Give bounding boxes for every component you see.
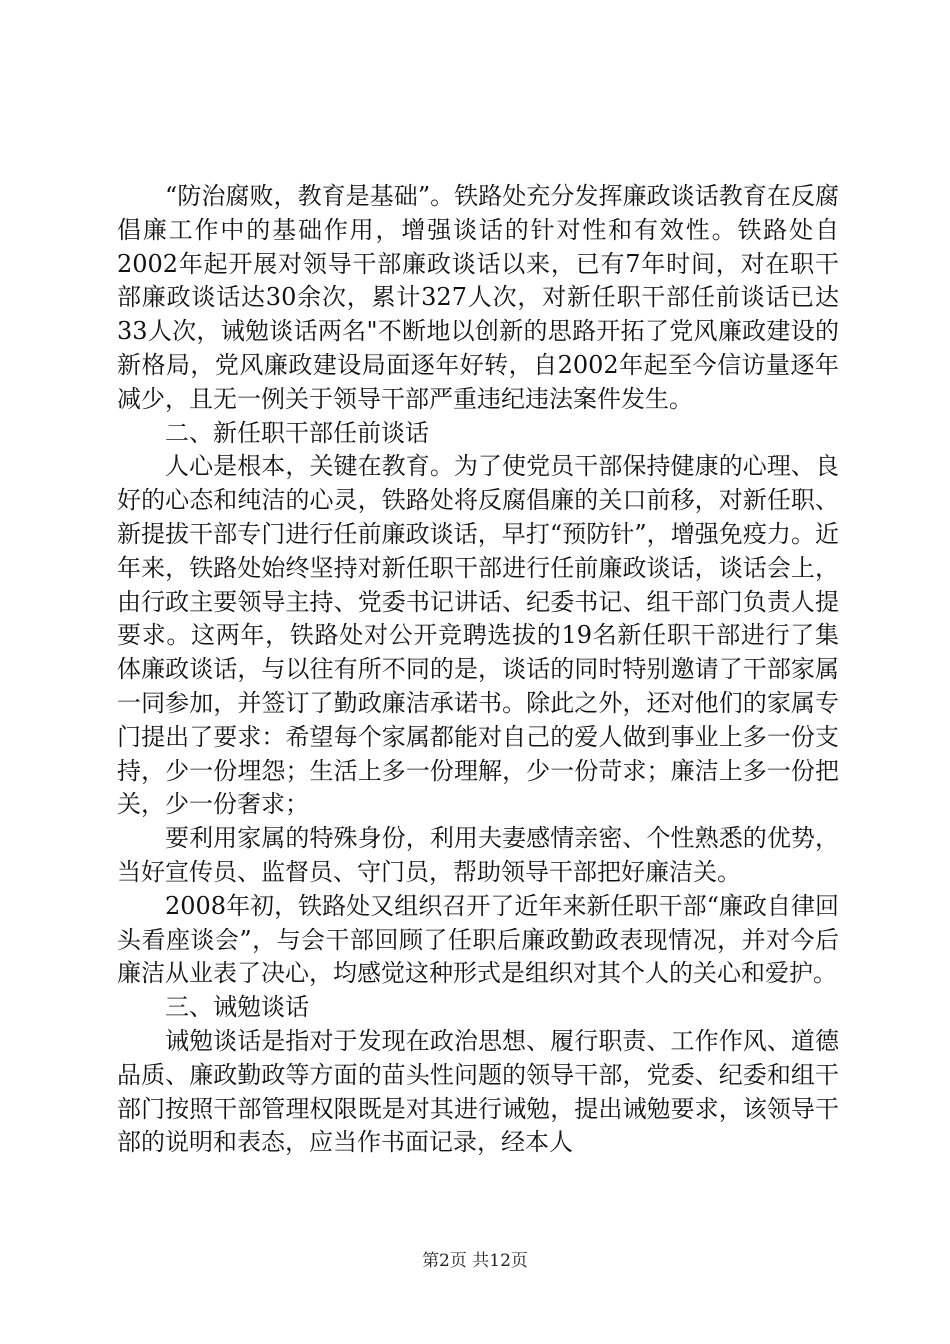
section-heading-2: 二、新任职干部任前谈话 (165, 418, 429, 447)
paragraph-2008: 2008年初，铁路处又组织召开了近年来新任职干部“廉政自律回头看座谈会”，与会干部回顾了任职后廉政勤政表现情况，并对今后廉洁从业表了决心，均感觉这种形式是组织对其个人的关心和爱护。 (117, 891, 839, 988)
paragraph-admonition: 诫勉谈话是指对于发现在政治思想、履行职责、工作作风、道德品质、廉政勤政等方面的苗头性问题的领导干部，党委、纪委和组干部门按照干部管理权限既是对其进行诫勉，提出诫勉要求，该领导干部的说明和表态，应当作书面记录，经本人 (117, 1026, 839, 1157)
section-heading-3: 三、诫勉谈话 (165, 993, 309, 1022)
body-text (117, 180, 839, 1160)
paragraph-pre-appointment: 人心是根本，关键在教育。为了使党员干部保持健康的心理、良好的心态和纯洁的心灵，铁路处将反腐倡廉的关口前移，对新任职、新提拔干部专门进行任前廉政谈话，早打“预防针”，增强免疫力。近年来，铁路处始终坚持对新任职干部进行任前廉政谈话，谈话会上，由行政主要领导主持、党委书记讲话、纪委书记、组干部门负责人提要求。这两年，铁路处对公开竞聘选拔的19名新任职干部进行了集体廉政谈话，与以往有所不同的是，谈话的同时特别邀请了干部家属一同参加，并签订了勤政廉洁承诺书。除此之外，还对他们的家属专门提出了要求：希望每个家属都能对自己的爱人做到事业上多一份支持，少一份埋怨；生活上多一份理解，少一份苛求；廉洁上多一份把关，少一份奢求； (117, 452, 839, 819)
paragraph-family-role: 要利用家属的特殊身份，利用夫妻感情亲密、个性熟悉的优势，当好宣传员、监督员、守门员，帮助领导干部把好廉洁关。 (117, 824, 839, 886)
paragraph-intro: “防治腐败，教育是基础”。铁路处充分发挥廉政谈话教育在反腐倡廉工作中的基础作用，增强谈话的针对性和有效性。铁路处自2002年起开展对领导干部廉政谈话以来，已有7年时间，对在职干部廉政谈话达30余次，累计327人次，对新任职干部任前谈话已达33人次，诫勉谈话两名"不断地以创新的思路开拓了党风廉政建设的新格局，党风廉政建设局面逐年好转，自2002年起至今信访量逐年减少，且无一例关于领导干部严重违纪违法案件发生。 (117, 182, 839, 413)
page-number-footer: 第2页 共12页 (422, 1251, 528, 1271)
